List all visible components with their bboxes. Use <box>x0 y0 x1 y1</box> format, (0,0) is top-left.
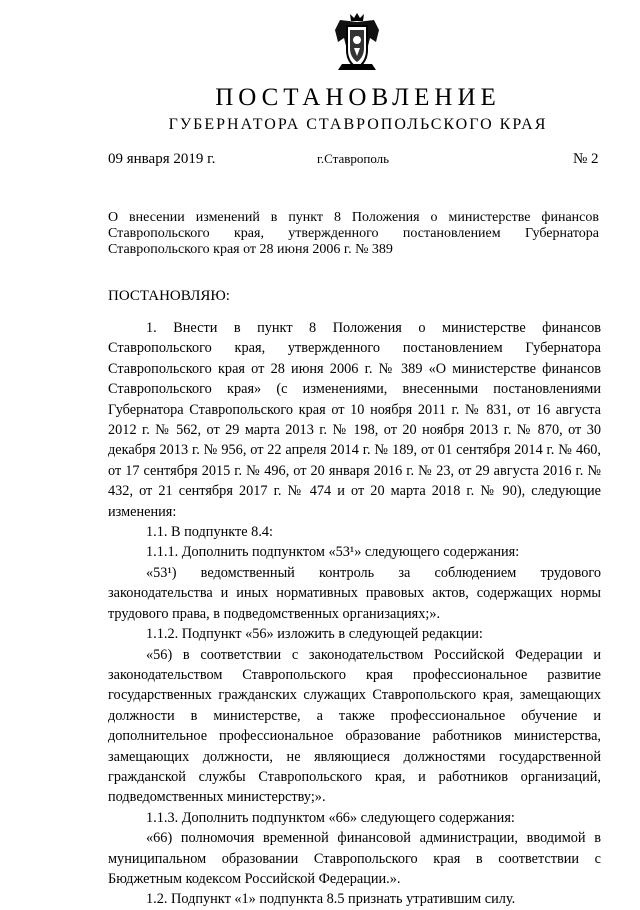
document-subtitle: ГУБЕРНАТОРА СТАВРОПОЛЬСКОГО КРАЯ <box>168 116 548 133</box>
paragraph-1-2: 1.2. Подпункт «1» подпункта 8.5 признать утратившим силу. <box>146 891 516 908</box>
coat-of-arms-icon <box>332 12 382 72</box>
paragraph-66-text: «66) полномочия временной финансовой администрации, вводимой в муниципальном образовании Ставропольского края в соответствии с Бюджетным кодексом Российской Федерации.». <box>108 830 601 887</box>
document-subject: О внесении изменений в пункт 8 Положения о министерстве финансов Ставропольского края, утвержденного постановлением Губернатора Ставропольского края от 28 июня 2006 г. № 389 <box>108 210 599 257</box>
document-title: ПОСТАНОВЛЕНИЕ <box>215 84 501 111</box>
document-date: 09 января 2019 г. <box>108 151 216 167</box>
decree-word: ПОСТАНОВЛЯЮ: <box>108 288 230 304</box>
paragraph-1: 1. Внести в пункт 8 Положения о министерстве финансов Ставропольского края, утвержденного постановлением Губернатора Ставропольского края от 28 июня 2006 г. № 389 «О министерстве финансов Ставропольского края» (с изменениями, внесенными постановлениями Губернатора Ставропольского края от 10 ноября 2011 г. № 831, от 16 августа 2012 г. № 562, от 29 марта 2013 г. № 198, от 20 ноября 2013 г. № 870, от 30 декабря 2013 г. № 956, от 22 апреля 2014 г. № 189, от 01 сентября 2014 г. № 460, от 17 сентября 2015 г. № 496, от 20 января 2016 г. № 23, от 29 августа 2016 г. № 432, от 21 сентября 2017 г. № 474 и от 20 марта 2018 г. № 90), следующие изменения: <box>108 320 601 520</box>
paragraph-56-text: «56) в соответствии с законодательством Российской Федерации и законодательством Ставропольского края профессиональное развитие государственных гражданских служащих Ставропольского края, замещающих должности в министерстве, а также профессиональное обучение и дополнительное профессиональное образование работников министерства, замещающих должности, не являющиеся должностями государственной гражданской службы Ставропольского края, и работников организаций, подведомственных министерству;». <box>108 646 601 806</box>
paragraph-1-1-2: 1.1.2. Подпункт «56» изложить в следующей редакции: <box>146 626 483 643</box>
document-body <box>108 318 601 910</box>
paragraph-1-1: 1.1. В подпункте 8.4: <box>146 524 274 541</box>
document-number: № 2 <box>573 151 599 167</box>
paragraph-1-1-3: 1.1.3. Дополнить подпунктом «66» следующего содержания: <box>146 809 515 826</box>
paragraph-53-1-text: «53¹) ведомственный контроль за соблюдением трудового законодательства и иных нормативных правовых актов, содержащих нормы трудового права, в подведомственных организациях;». <box>108 564 601 622</box>
paragraph-1-1-1: 1.1.1. Дополнить подпунктом «53¹» следующего содержания: <box>146 544 520 561</box>
document-city: г.Ставрополь <box>317 151 390 166</box>
